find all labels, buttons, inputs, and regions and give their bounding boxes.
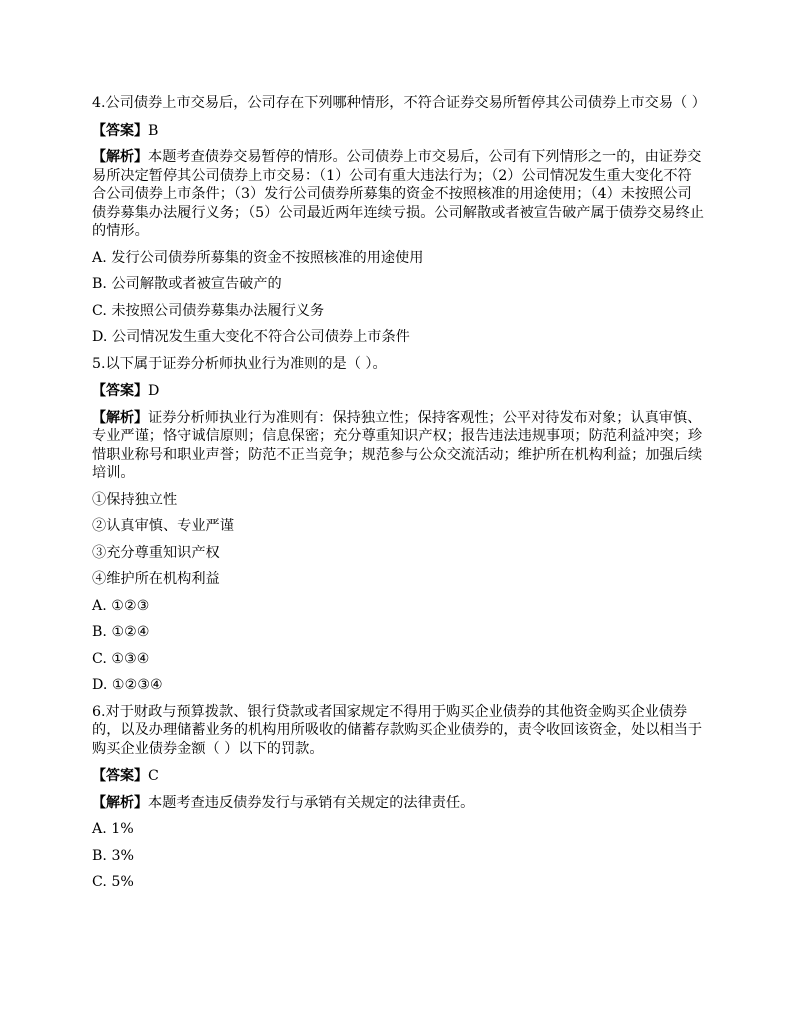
question-stem: 5.以下属于证券分析师执业行为准则的是（ ）。	[92, 355, 387, 372]
answer-tag: 【答案】	[92, 122, 148, 139]
answer-line	[92, 382, 704, 401]
explanation-text: 证券分析师执业行为准则有：保持独立性；保持客观性；公平对待发布对象；认真审慎、专业严谨；恪守诚信原则；信息保密；充分尊重知识产权；报告违法违规事项；防范利益冲突；珍惜职业称号和职业声誉；防范不正当竞争；规范参与公众交流活动；维护所在机构利益；加强后续培训。	[92, 409, 703, 481]
statement-item: ④维护所在机构利益	[92, 571, 220, 587]
explanation	[92, 148, 704, 241]
option-b: B. 3%	[92, 847, 134, 864]
explanation-text: 本题考查债券交易暂停的情形。公司债券上市交易后，公司有下列情形之一的，由证券交易所决定暂停其公司债券上市交易：（1）公司有重大违法行为；（2）公司情况发生重大变化不符合公司债券上市条件；（3）发行公司债券所募集的资金不按照核准的用途使用；（4）未按照公司债券募集办法履行义务；（5）公司最近两年连续亏损。公司解散或者被宣告破产属于债券交易终止的情形。	[92, 149, 704, 239]
answer-value: C	[148, 768, 159, 784]
statement-item: ③充分尊重知识产权	[92, 544, 220, 561]
answer-line	[92, 767, 704, 786]
option-a: A. ①②③	[92, 597, 150, 614]
answer-tag: 【答案】	[92, 768, 148, 784]
statement-item: ①保持独立性	[92, 491, 178, 508]
option-b: B. ①②④	[92, 624, 150, 640]
question-stem: 4.公司债券上市交易后，公司存在下列哪种情形，不符合证券交易所暂停其公司债券上市交易（ ）	[92, 95, 706, 111]
option-c: C. 未按照公司债券募集办法履行义务	[92, 302, 325, 319]
explanation	[92, 794, 704, 813]
explanation-text: 本题考查违反债券发行与承销有关规定的法律责任。	[148, 794, 475, 811]
answer-tag: 【答案】	[92, 383, 148, 399]
answer-value: D	[148, 383, 160, 399]
question-stem: 6.对于财政与预算拨款、银行贷款或者国家规定不得用于购买企业债券的其他资金购买企业债券的，以及办理储蓄业务的机构用所吸收的储蓄存款购买企业债券的，责令收回该资金，处以相当于购买企业债券金额（ ）以下的罚款。	[92, 703, 703, 757]
answer-line	[92, 122, 704, 141]
answer-value: B	[148, 122, 159, 139]
option-d: D. 公司情况发生重大变化不符合公司债券上市条件	[92, 329, 410, 345]
explanation-tag: 【解析】	[92, 794, 148, 811]
option-c: C. 5%	[92, 874, 134, 890]
option-a: A. 1%	[92, 821, 134, 837]
statement-item: ②认真审慎、专业严谨	[92, 518, 234, 534]
option-a: A. 发行公司债券所募集的资金不按照核准的用途使用	[92, 249, 424, 266]
option-d: D. ①②③④	[92, 677, 163, 693]
option-c: C. ①③④	[92, 650, 150, 667]
document-page	[92, 94, 704, 900]
explanation-tag: 【解析】	[92, 149, 148, 165]
explanation	[92, 409, 704, 483]
explanation-tag: 【解析】	[92, 409, 148, 426]
option-b: B. 公司解散或者被宣告破产的	[92, 276, 282, 292]
